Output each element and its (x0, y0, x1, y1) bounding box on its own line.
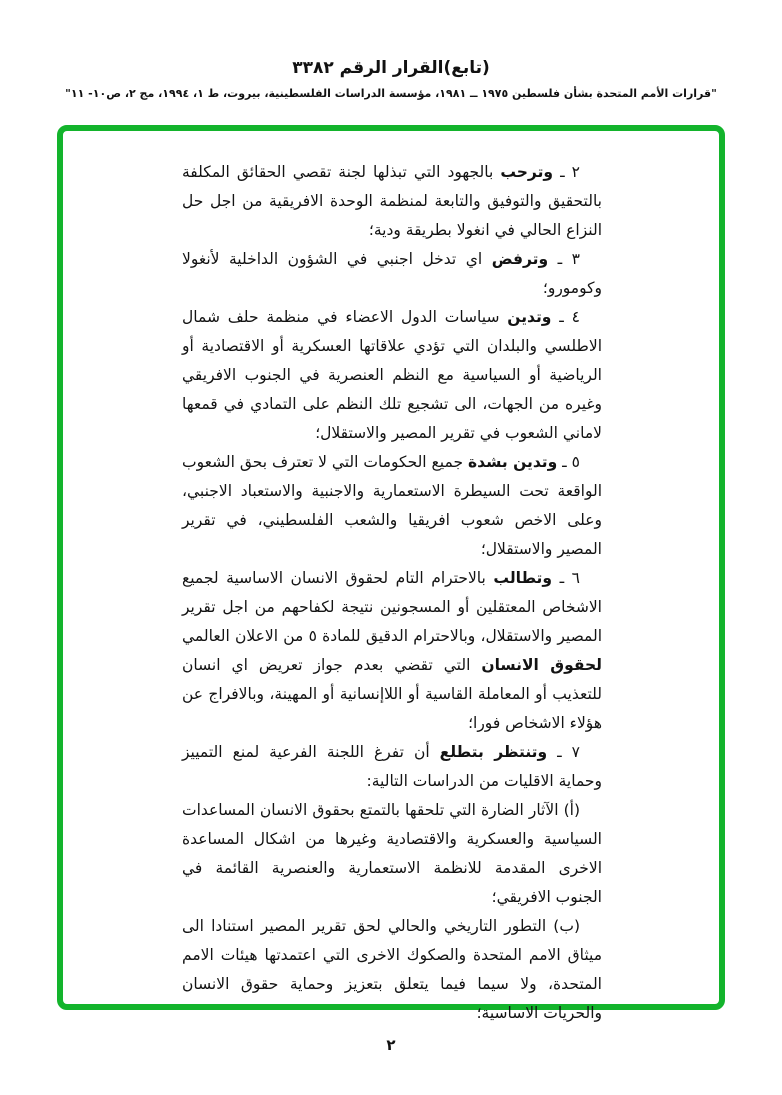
paragraph (182, 564, 602, 738)
paragraph-text: ٦ ـ (552, 569, 580, 587)
paragraph (182, 912, 602, 1028)
paragraph-bold-lead: وتنتظر بتطلع (439, 743, 548, 761)
citation: "قرارات الأمم المتحدة بشأن فلسطين ١٩٧٥ ــ ١٩٨١، مؤسسة الدراسات الفلسطينية، بيروت، ط ١، ١٩٩٤، مج ٢، ص١٠- ١١" (65, 87, 717, 100)
paragraph-bold-lead: وتدين (507, 308, 552, 326)
paragraph (182, 245, 602, 303)
paragraph-text: (ب) التطور التاريخي والحالي لحق تقرير المصير استنادا الى ميثاق الامم المتحدة والصكوك الاخرى التي اعتمدتها هيئات الامم المتحدة، ولا سيما فيما يتعلق بتعزيز وحماية حقوق الانسان والحريات الاساسية؛ (182, 917, 602, 1022)
paragraph-text: بالاحترام التام لحقوق الانسان الاساسية لجميع الاشخاص المعتقلين أو المسجونين نتيجة لكفاحهم من اجل تقرير المصير والاستقلال، وبالاحترام الدقيق للمادة ٥ من الاعلان العالمي (182, 569, 602, 645)
paragraph (182, 158, 602, 245)
paragraph-text: اي تدخل اجنبي في الشؤون الداخلية لأنغولا وكومورو؛ (182, 250, 602, 297)
paragraph (182, 796, 602, 912)
paragraph-text: ٢ ـ (553, 163, 580, 181)
paragraph (182, 738, 602, 796)
page-header (0, 58, 782, 100)
body-text (182, 158, 602, 1028)
paragraph-bold-lead: وترفض (491, 250, 549, 268)
paragraph-text: التي تقضي بعدم جواز تعريض اي انسان للتعذيب أو المعاملة القاسية أو اللاإنسانية أو المهينة، وبالافراج عن هؤلاء الاشخاص فورا؛ (182, 656, 602, 732)
paragraph-text: ٥ ـ (557, 453, 580, 471)
paragraph (182, 303, 602, 448)
paragraph-text: (أ) الآثار الضارة التي تلحقها بالتمتع بحقوق الانسان المساعدات السياسية والعسكرية والاقتصادية وغيرها من اشكال المساعدة الاخرى المقدمة للانظمة الاستعمارية والعنصرية القائمة في الجنوب الافريقي؛ (182, 801, 602, 906)
page-title: (تابع)القرار الرقم ٣٣٨٢ (292, 58, 490, 78)
paragraph-text: ٣ ـ (548, 250, 580, 268)
page-number: ٢ (386, 1036, 396, 1054)
paragraph-bold-lead: وتطالب (493, 569, 553, 587)
paragraph-text: جميع الحكومات التي لا تعترف بحق الشعوب الواقعة تحت السيطرة الاستعمارية والاجنبية والاستعباد الاجنبي، وعلى الاخص شعوب افريقيا والشعب الفلسطيني، في تقرير المصير والاستقلال؛ (182, 453, 602, 558)
paragraph-text: ٧ ـ (547, 743, 580, 761)
paragraph-text: ٤ ـ (551, 308, 580, 326)
paragraph-bold-lead: وتدين بشدة (467, 453, 558, 471)
paragraph-text: سياسات الدول الاعضاء في منظمة حلف شمال الاطلسي والبلدان التي تؤدي علاقاتها العسكرية أو الاقتصادية أو الرياضية أو السياسية مع النظم العنصرية في الجنوب الافريقي وغيره من الجهات، الى تشجيع تلك النظم على التمادي في قمعها لاماني الشعوب في تقرير المصير والاستقلال؛ (182, 308, 602, 442)
paragraph-bold-lead: وترحب (500, 163, 554, 181)
paragraph-bold-lead: لحقوق الانسان (481, 656, 602, 674)
paragraph-text: أن تفرغ اللجنة الفرعية لمنع التمييز وحماية الاقليات من الدراسات التالية: (182, 743, 602, 790)
paragraph (182, 448, 602, 564)
paragraph-text: بالجهود التي تبذلها لجنة تقصي الحقائق المكلفة بالتحقيق والتوفيق والتابعة لمنظمة الوحدة الافريقية من اجل حل النزاع الحالي في انغولا بطريقة ودية؛ (182, 163, 602, 239)
